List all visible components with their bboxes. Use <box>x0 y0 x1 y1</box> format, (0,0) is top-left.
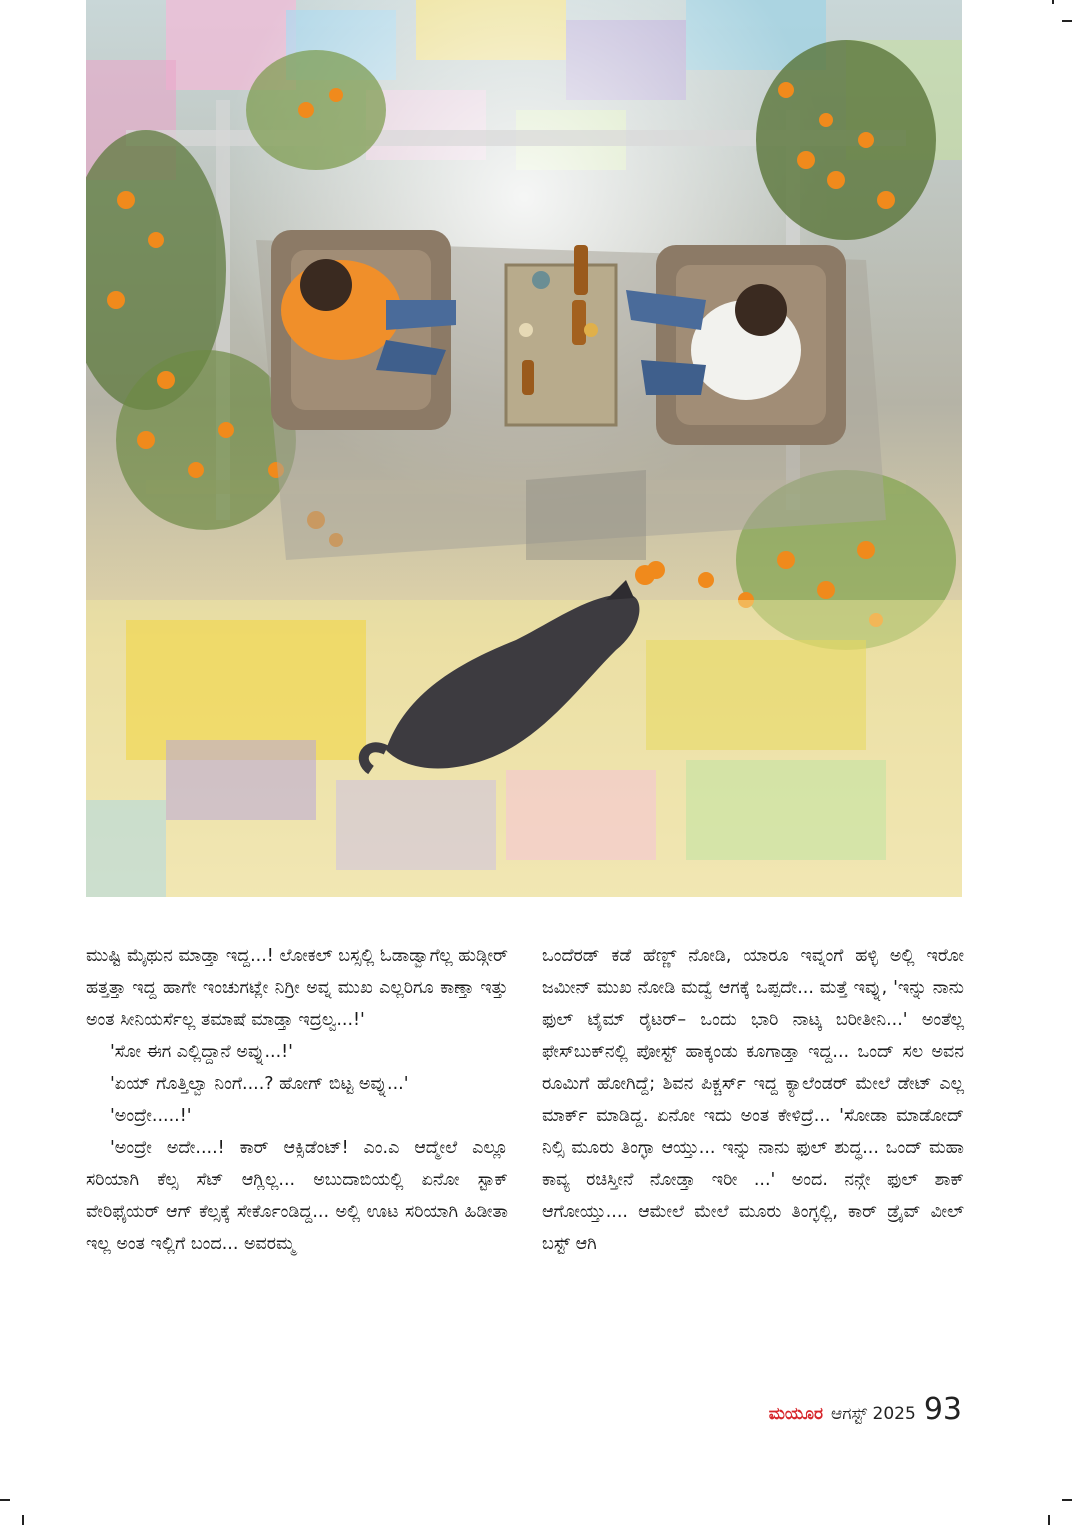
magazine-brand: ಮಯೂರ <box>768 1404 823 1424</box>
page-number: 93 <box>923 1392 962 1427</box>
page-footer <box>769 1392 962 1426</box>
crop-mark-bottom-right <box>1048 1515 1050 1525</box>
left-paragraph-1: ಮುಷ್ಟಿ ಮೈಥುನ ಮಾಡ್ತಾ ಇದ್ದ...! ಲೋಕಲ್ ಬಸ್ಸಲ್ಲಿ ಓಡಾಡ್ವಾಗೆಲ್ಲ ಹುಡ್ಗೀರ್ ಹತ್ತತ್ತಾ ಇದ್ದ ಹಾಗೇ ಇಂಚುಗಟ್ಲೇ ನಿಗ್ರೀ ಅವ್ನ ಮುಖ ಎಲ್ಲರಿಗೂ ಕಾಣ್ತಾ ಇತ್ತು ಅಂತ ಸೀನಿಯರ್ಸೆಲ್ಲ ತಮಾಷೆ ಮಾಡ್ತಾ ಇದ್ರಲ್ವ...!' <box>86 946 508 1030</box>
left-paragraph-5: 'ಅಂದ್ರೇ ಅದೇ....! ಕಾರ್ ಆಕ್ಸಿಡೆಂಟ್! ಎಂ.ಎ ಆದ್ಮೇಲೆ ಎಲ್ಲೂ ಸರಿಯಾಗಿ ಕೆಲ್ಸ ಸೆಟ್ ಆಗ್ಲಿಲ್ಲ... ಅಬುದಾಬಿಯಲ್ಲಿ ಏನೋ ಸ್ಟಾಕ್ ವೇರಿಫೈಯರ್ ಆಗ್ ಕೆಲ್ಸಕ್ಕೆ ಸೇರ್ಕೊಂಡಿದ್ದ... ಅಲ್ಲಿ ಊಟ ಸರಿಯಾಗಿ ಹಿಡೀತಾ ಇಲ್ಲ ಅಂತ ಇಲ್ಲಿಗೆ ಬಂದ... ಅವರಮ್ಮ <box>86 1138 508 1254</box>
article-illustration <box>86 0 962 897</box>
issue-date: ಆಗಸ್ಟ್ 2025 <box>830 1404 916 1424</box>
article-column-right <box>542 940 964 1260</box>
crop-mark-bottom-left <box>22 1515 24 1525</box>
crop-mark-top-right <box>1052 0 1054 4</box>
left-paragraph-3: 'ಏಯ್ ಗೊತ್ತಿಲ್ವಾ ನಿಂಗೆ....? ಹೋಗ್ ಬಿಟ್ಟ ಅವ್ನು...' <box>110 1074 409 1094</box>
crop-mark-left-lower <box>0 1499 10 1501</box>
crop-mark-right-lower <box>1062 1499 1072 1501</box>
left-paragraph-4: 'ಅಂದ್ರೇ.....!' <box>110 1106 192 1126</box>
article-column-left <box>86 940 508 1260</box>
left-paragraph-2: 'ಸೋ ಈಗ ಎಲ್ಲಿದ್ದಾನೆ ಅವ್ನು...!' <box>110 1042 293 1062</box>
right-paragraph-1: ಒಂದೆರಡ್ ಕಡೆ ಹೆಣ್ಣ್ ನೋಡಿ, ಯಾರೂ ಇವ್ನಂಗೆ ಹಳ್ಳಿ ಅಲ್ಲಿ ಇರೋ ಜಮೀನ್ ಮುಖ ನೋಡಿ ಮದ್ವೆ ಆಗಕ್ಕೆ ಒಪ್ಪದೇ... ಮತ್ತೆ ಇವ್ನು, 'ಇನ್ನು ನಾನು ಫುಲ್ ಟೈಮ್ ರೈಟರ್– ಒಂದು ಭಾರಿ ನಾಟ್ಕ ಬರೀತೀನಿ...' ಅಂತೆಲ್ಲ ಫೇಸ್‌ಬುಕ್‌ನಲ್ಲಿ ಪೋಸ್ಟ್ ಹಾಕ್ಕಂಡು ಕೂಗಾಡ್ತಾ ಇದ್ದ... ಒಂದ್ ಸಲ ಅವನ ರೂಮಿಗೆ ಹೋಗಿದ್ದೆ; ಶಿವನ ಪಿಕ್ಚರ್ಸ್ ಇದ್ದ ಕ್ಯಾಲೆಂಡರ್ ಮೇಲೆ ಡೇಟ್ ಎಲ್ಲ ಮಾರ್ಕ್ ಮಾಡಿದ್ದ. ಏನೋ ಇದು ಅಂತ ಕೇಳಿದ್ರೆ... 'ಸೋಡಾ ಮಾಡೋದ್ ನಿಲ್ಸಿ ಮೂರು ತಿಂಗ್ಳಾ ಆಯ್ತು... ಇನ್ನು ನಾನು ಫುಲ್ ಶುದ್ಧ... ಒಂದ್ ಮಹಾ ಕಾವ್ಯ ರಚಿಸ್ತೀನೆ ನೋಡ್ತಾ ಇರೀ ...' ಅಂದ. ನನ್ಗೇ ಫುಲ್ ಶಾಕ್ ಆಗೋಯ್ತು.... ಆಮೇಲೆ ಮೇಲೆ ಮೂರು ತಿಂಗ್ಳಲ್ಲಿ, ಕಾರ್ ಡ್ರೈವ್ ವೀಲ್ ಬಸ್ಟ್ ಆಗಿ <box>542 946 964 1254</box>
crop-mark-right-upper <box>1062 20 1072 22</box>
